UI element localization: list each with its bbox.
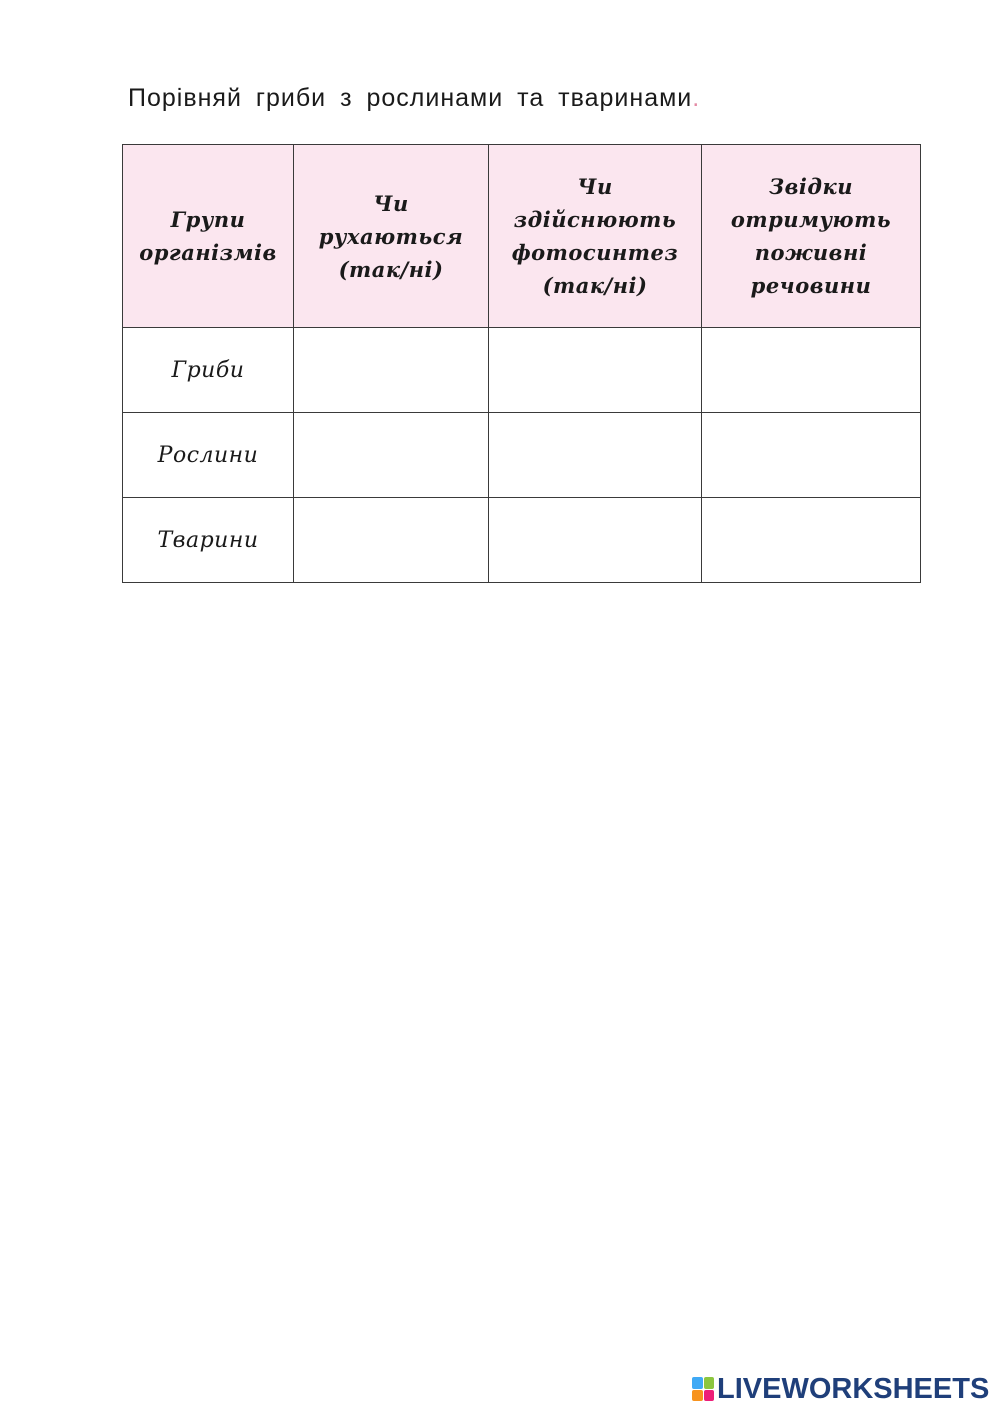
table-row-animals	[123, 498, 921, 583]
header-nutrients	[702, 145, 921, 328]
header-line: (так/ні)	[542, 273, 648, 298]
table-row-plants	[123, 413, 921, 498]
header-line: поживні	[754, 240, 868, 265]
header-line: організмів	[139, 240, 277, 265]
comparison-table	[122, 144, 921, 583]
answer-cell-plants-nutrients[interactable]	[702, 413, 921, 498]
header-movement	[294, 145, 489, 328]
header-line: Групи	[170, 207, 246, 232]
answer-cell-animals-movement[interactable]	[294, 498, 489, 583]
brand-name: LIVEWORKSHEETS	[717, 1373, 990, 1405]
logo-tile	[692, 1377, 703, 1389]
header-line: Чи	[373, 190, 409, 216]
table-row-fungi	[123, 328, 921, 413]
answer-cell-fungi-photosynthesis[interactable]	[489, 328, 702, 413]
header-line: (так/ні)	[338, 256, 444, 282]
instruction-text	[128, 84, 700, 113]
logo-tile	[692, 1390, 703, 1402]
header-line: отримують	[730, 207, 892, 232]
header-line: Чи	[577, 174, 613, 199]
header-line: здійснюють	[513, 207, 677, 232]
header-groups	[123, 145, 294, 328]
row-label-plants: Рослини	[123, 413, 294, 498]
answer-cell-fungi-movement[interactable]	[294, 328, 489, 413]
answer-cell-plants-photosynthesis[interactable]	[489, 413, 702, 498]
row-label-fungi: Гриби	[123, 328, 294, 413]
table-header-row	[123, 145, 921, 328]
instruction-label: Порівняй гриби з рослинами та тваринами	[128, 84, 693, 112]
answer-cell-fungi-nutrients[interactable]	[702, 328, 921, 413]
liveworksheets-logo-icon	[692, 1377, 714, 1401]
logo-tile	[704, 1390, 715, 1402]
header-line: речовини	[750, 273, 872, 298]
row-label-animals: Тварини	[123, 498, 294, 583]
header-photosynthesis	[489, 145, 702, 328]
header-line: фотосинтез	[511, 240, 679, 265]
header-line: рухаються	[318, 223, 464, 249]
answer-cell-animals-photosynthesis[interactable]	[489, 498, 702, 583]
answer-cell-plants-movement[interactable]	[294, 413, 489, 498]
logo-tile	[704, 1377, 715, 1389]
instruction-period: .	[692, 84, 701, 112]
answer-cell-animals-nutrients[interactable]	[702, 498, 921, 583]
liveworksheets-brand	[692, 1374, 989, 1404]
header-line: Звідки	[769, 174, 853, 199]
